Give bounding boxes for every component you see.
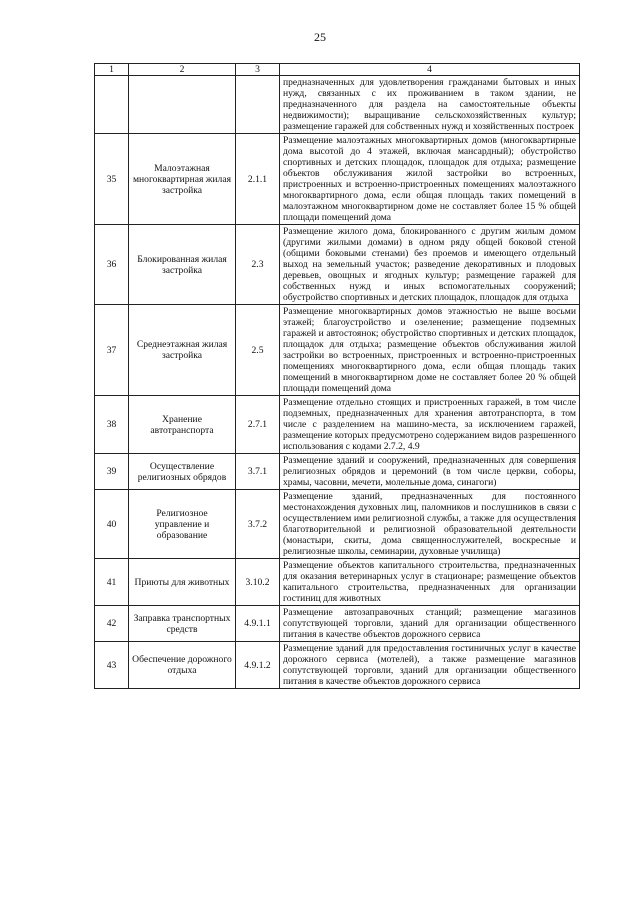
land-use-name: Среднеэтажная жилая застройка — [129, 305, 236, 396]
column-header: 3 — [236, 64, 280, 76]
land-use-description: Размещение зданий и сооружений, предназначенных для совершения религиозных обрядов и церемоний (в том числе церкви, соборы, храмы, часовни, мечети, молельные дома, синагоги) — [280, 454, 580, 490]
land-use-code: 4.9.1.1 — [236, 606, 280, 642]
table-row — [95, 490, 580, 559]
row-number: 42 — [95, 606, 129, 642]
table-row — [95, 642, 580, 689]
row-number: 35 — [95, 134, 129, 225]
land-use-name: Хранение автотранспорта — [129, 396, 236, 454]
land-use-description: Размещение зданий для предоставления гостиничных услуг в качестве дорожного сервиса (мотелей), а также размещение магазинов сопутствующей торговли, зданий для организации общественного питания в качестве объектов дорожного сервиса — [280, 642, 580, 689]
table-row — [95, 396, 580, 454]
land-use-code: 3.7.1 — [236, 454, 280, 490]
table-body — [95, 76, 580, 689]
land-use-table — [94, 63, 580, 689]
table-row — [95, 559, 580, 606]
table-row — [95, 305, 580, 396]
land-use-name: Заправка транспортных средств — [129, 606, 236, 642]
land-use-description: Размещение малоэтажных многоквартирных домов (многоквартирные дома высотой до 4 этажей, включая мансардный); обустройство спортивных и детских площадок, площадок для отдыха; размещение объектов обслуживания жилой застройки во встроенных, пристроенных и встроенно-пристроенных помещениях малоэтажного многоквартирного дома, если общая площадь таких помещений в малоэтажном многоквартирном доме не составляет более 15 % общей площади помещений дома — [280, 134, 580, 225]
land-use-code: 2.5 — [236, 305, 280, 396]
land-use-name: Осуществление религиозных обрядов — [129, 454, 236, 490]
land-use-description: Размещение жилого дома, блокированного с другим жилым домом (другими жилыми домами) в одном ряду общей боковой стеной (общими боковыми стенами) без проемов и имеющего отдельный выход на земельный участок; разведение декоративных и плодовых деревьев, овощных и ягодных культур; размещение гаражей для собственных нужд и иных вспомогательных сооружений; обустройство спортивных и детских площадок, площадок для отдыха — [280, 225, 580, 305]
land-use-description: Размещение объектов капитального строительства, предназначенных для оказания ветеринарных услуг в стационаре; размещение объектов капитального строительства, предназначенных для организации гостиниц для животных — [280, 559, 580, 606]
land-use-code — [236, 76, 280, 134]
row-number: 38 — [95, 396, 129, 454]
column-header: 4 — [280, 64, 580, 76]
land-use-name: Обеспечение дорожного отдыха — [129, 642, 236, 689]
column-header: 1 — [95, 64, 129, 76]
row-number — [95, 76, 129, 134]
land-use-description: предназначенных для удовлетворения гражданами бытовых и иных нужд, связанных с их проживанием в таком здании, не предназначенного для раздела на самостоятельные объекты недвижимости); выращивание сельскохозяйственных культур; размещение гаражей для собственных нужд и хозяйственных построек — [280, 76, 580, 134]
table-row — [95, 225, 580, 305]
table-row — [95, 76, 580, 134]
table-row — [95, 454, 580, 490]
table-row — [95, 606, 580, 642]
land-use-code: 2.1.1 — [236, 134, 280, 225]
row-number: 41 — [95, 559, 129, 606]
page-number: 25 — [314, 30, 326, 44]
land-use-description: Размещение многоквартирных домов этажностью не выше восьми этажей; благоустройство и озеленение; размещение подземных гаражей и автостоянок; обустройство спортивных и детских площадок, площадок для отдыха; размещение объектов обслуживания жилой застройки во встроенных, пристроенных и встроенно-пристроенных помещениях многоквартирного дома, если общая площадь таких помещений в многоквартирном доме не составляет более 20 % общей площади помещений дома — [280, 305, 580, 396]
land-use-code: 3.10.2 — [236, 559, 280, 606]
land-use-name: Блокированная жилая застройка — [129, 225, 236, 305]
row-number: 37 — [95, 305, 129, 396]
land-use-description: Размещение отдельно стоящих и пристроенных гаражей, в том числе подземных, предназначенных для хранения автотранспорта, в том числе с разделением на машино-места, за исключением гаражей, размещение которых предусмотрено содержанием видов разрешенного использования с кодами 2.7.2, 4.9 — [280, 396, 580, 454]
row-number: 43 — [95, 642, 129, 689]
column-header: 2 — [129, 64, 236, 76]
row-number: 36 — [95, 225, 129, 305]
row-number: 40 — [95, 490, 129, 559]
land-use-name: Приюты для животных — [129, 559, 236, 606]
land-use-code: 2.7.1 — [236, 396, 280, 454]
land-use-name — [129, 76, 236, 134]
table-row — [95, 134, 580, 225]
row-number: 39 — [95, 454, 129, 490]
land-use-code: 2.3 — [236, 225, 280, 305]
land-use-code: 3.7.2 — [236, 490, 280, 559]
land-use-code: 4.9.1.2 — [236, 642, 280, 689]
land-use-description: Размещение автозаправочных станций; размещение магазинов сопутствующей торговли, зданий для организации общественного питания в качестве объектов дорожного сервиса — [280, 606, 580, 642]
header-row — [95, 64, 580, 76]
land-use-name: Религиозное управление и образование — [129, 490, 236, 559]
land-use-name: Малоэтажная многоквартирная жилая застройка — [129, 134, 236, 225]
land-use-description: Размещение зданий, предназначенных для постоянного местонахождения духовных лиц, паломников и послушников в связи с осуществлением ими религиозной службы, а также для осуществления благотворительной и религиозной образовательной деятельности (монастыри, скиты, дома священнослужителей, воскресные и религиозные школы, семинарии, духовные училища) — [280, 490, 580, 559]
